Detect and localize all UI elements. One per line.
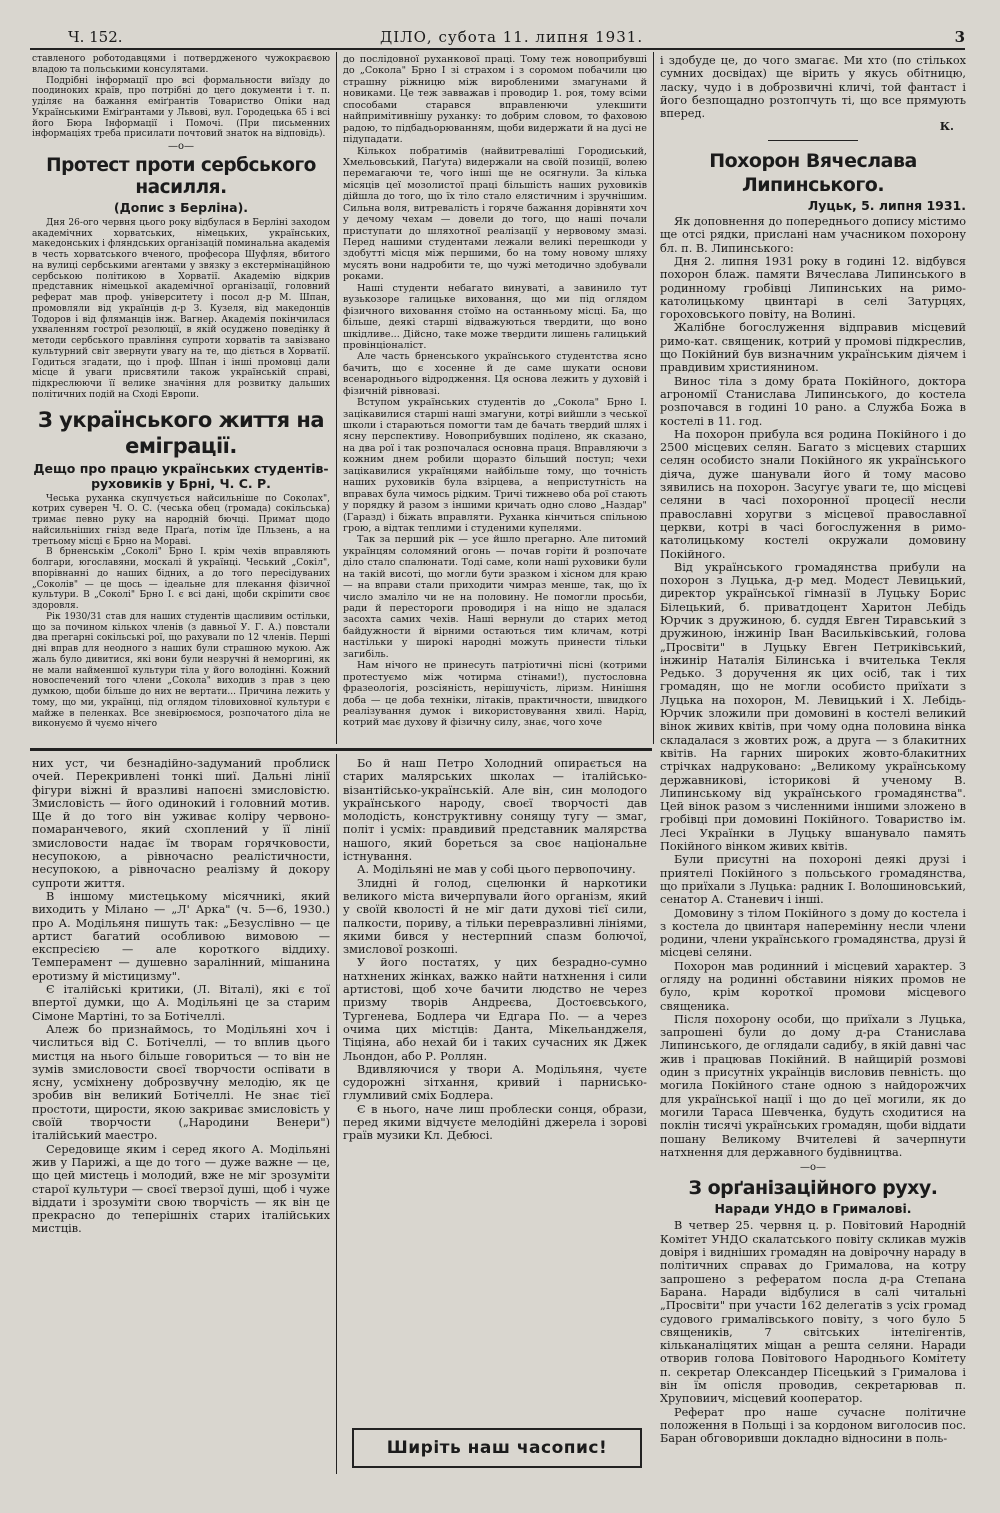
article-text: Так за перший рік — усе йшло прегарно. Але питомий українцям соломяний огонь — почав горіти й розпочате діло стало спалюнати. Тоді саме, коли наші руховики були на такій висоті, що могли бути зразком і хісном для краю — на вправи стали приходити чимраз менше, так, що їх число змаліло чи не на половину. Не помогли просьби, ради й перестороги проводиря і на ніщо не здалася засохта самих чехів. Наші вернули до старих метод байдужности й вірними остаються тим кличам, котрі настільки у широкі народні можуть принести тільки загибіль.: [343, 534, 647, 660]
masthead-date: ДІЛО, субота 11. липня 1931.: [380, 28, 644, 46]
headline-serbian-protest: Протест проти сербського насилля.: [46, 154, 316, 198]
page-header: [30, 28, 965, 50]
article-text: Середовище яким і серед якого А. Модільяні жив у Парижі, а ще до того — дуже важне — це, що цей мистець і молодий, вже не міг зрозуміти старої культури — своєї тверзої душі, щоб і чуже віддати і зрозуміти свою творчість — як він це прекрасно до теперішніх старих італійських мистців.: [32, 1142, 330, 1236]
article-text: Дня 2. липня 1931 року в годині 12. відбувся похорон блаж. памяти Вячеслава Липинського в родинному гробівці Липинських на римо-католицькому цвинтарі в селі Затурцях, гороховського повіту, на Волині.: [660, 254, 966, 322]
article-text: Домовину з тілом Покійного з дому до костела і з костела до цвинтаря наперемінну несли члени родини, члени українського громадянства, друзі й місцеві селяни.: [660, 906, 966, 960]
article-text: Алеж бо признаймось, то Модільяні хоч і числиться від С. Ботічеллі, — то вплив цього мистця на нього більше говориться — то він не зумів змисловости своєї творчости оспівати в ясну, усміхнену доброзвучну мелодію, як це зробив він великий Ботічеллі. Не знає тієї простоти, щирости, якою закриває змисловість у своїй творчости („Народини Венери") італійський маестро.: [32, 1022, 330, 1143]
headline-organizational-movement: З орґанізаційного руху.: [688, 1177, 938, 1200]
article-text: Є італійські критики, (Л. Віталі), які є тої впертої думки, що А. Модільяні це за старим Сімоне Мартіні, то за Ботічеллі.: [32, 983, 330, 1023]
article-text: і здобуде це, до чого змагає. Ми хто (по стількох сумних досвідах) ще вірить у якусь обітницю, ласку, чудо і в доброзвичні кличі, той фантаст і його безпощадно розтопчуть ті, що все прямують вперед.: [660, 54, 966, 121]
column-2: [343, 54, 647, 729]
issue-number: Ч. 152.: [68, 28, 123, 46]
article-text: них уст, чи безнадійно-задуманий проблиск очей. Перекривлені тонкі шиї. Дальні лінії фігури віжні й вразливі напоєні змисловістю. Змисловість — його одинокий і головний мотив. Ще й до того він уживає коліру червоно-помаранчевого, який схоплений у її лінії змисловости надає їм творам горячковости, несупокою, а рівночасно реалістичности, несупокою, а рівночасно реалізму й докору супроти життя.: [32, 757, 330, 890]
article-text: Кількох побратимів (найвитреваліші Городиський, Хмельовський, Паґута) видержали на своїй позиції, волею перемагаючи те, чого інші ще не осягнули. За кілька місяців цеї мозолистої праці більшість наших руховиків дійшла до того, що їх тіло стало елястичним і зручнішим. Сильна воля, витревалість і горяче бажання дорівняти хоч у дечому чехам — довели до того, що наші почали приступати до шляхотної реалізації у нервовому змазі. Перед нашими студентами лежали великі перешкоди у здобутті місця між першими, бо на тому новому шляху мусять вони надробити те, що чужі методично здобували роками.: [343, 145, 647, 283]
article-text: Жалібне богослуження відправив місцевий римо-кат. священик, котрий у промові підкреслив, що Покійний був визначним українським діячем і правдивим християнином.: [660, 321, 966, 375]
headline-emigration-life: З українського життя на еміграції.: [37, 407, 325, 458]
article-text: Вдивляючися у твори А. Модільяня, чуєте судорожні зітхання, кривий і парнисько-глумливий сміх Бодлера.: [343, 1062, 647, 1103]
article-text: На похорон прибула вся родина Покійного і до 2500 місцевих селян. Багато з місцевих старших селян особисто знали Покійного як українського діяча, дуже шанували його й тому масово зявились на похорон. Засугує уваги те, що місцеві селяни в часі похоронної процесії несли православні хоругви з місцевої православної церкви, котрі в часі богослуження в римо-католицькому костелі окружали домовину Покійного.: [660, 427, 966, 561]
article-text: Дня 26-ого червня цього року відбулася в Берліні заходом академічних хорватських, німецьких, українських, македонських і фляндських організацій поминальна академія в честь хорватського вченого, професора Шуфляя, вбитого на вулиці сербськими агентами у звязку з екстермінаційною сербською політикою в Хорватії. Академію відкрив представник німецької академічної організації, головний реферат мав проф. університету і посол д-р М. Шпан, промовляли від українців д-р З. Кузеля, від македонців Тодоров і від фляманців інж. Вагнер. Академія покінчилася ухваленням гострої резолюції, в якій осуджено поведінку й методи сербського правління супроти хорватів та завізвано культурний світ звернути увагу на те, що діється в Хорватії. Годиться згадати, що і проф. Шпан і інші промовці дали місце й уваги присвятили також українській справі, підкреслюючи її велике значіння для розвитку дальших політичних подій на Сході Европи.: [32, 217, 330, 400]
article-text: Після похорону особи, що приїхали з Луцька, запрошені були до дому д-ра Станислава Липинського, де оглядали садибу, в якій давні час жив і працював Покійний. В найщирій розмові один з присутніх українців висловив певність. що могила Покійного стане одною з найдорожчих для української нації і що до цеї могили, як до могили Тараса Шевченка, будуть сходитися на поклін тисячі українських громадян, щоби віддати пошану Великому Вчителеві й зачерпнути натхнення для державного будівництва.: [660, 1012, 966, 1159]
article-text: Від українського громадянства прибули на похорон з Луцька, д-р мед. Модест Левицький, директор української гімназії в Луцьку Борис Білецький, б. приватдоцент Харитон Лебідь Юрчик з дружиною, б. суддя Евген Тиравський з дружиною, інжинір Іван Васильківський, голова „Просвіти" в Луцьку Евген Петриківський, інжинір Наталія Білинська і вчителька Текля Редько. З доручення як цих осіб, так і тих громадян, що не могли особисто приїхати з Луцька на похорон, М. Левицький і Х. Лебідь-Юрчик зложили при домовині в костелі великий вінок живих квітів, при чому одна половина вінка складалася з жовтих рож, а друга — з блакитних квітів. На гарних широких жовто-блакитних стрічках надруковано: „Великому українському державникові, історикові й ученому В. Липинському від українського громадянства". Цей вінок разом з численними іншими зложено в гробівці при домовині Покійного. Товариство ім. Лесі Українки в Луцьку вшанувало память Покійного вінком живих квітів.: [660, 560, 966, 854]
article-text: Похорон мав родинний і місцевий характер. З огляду на родинні обставини ніяких промов не було, крім короткої промови місцевого священика.: [660, 959, 966, 1013]
article-text: Але часть брненського українського студентства ясно бачить, що є хосенне й де саме шукати основи всенароднього відродження. Ця основа лежить у духовій і фізичній рівновазі.: [343, 351, 647, 397]
column-1: [32, 54, 330, 730]
separator: —о—: [167, 141, 195, 152]
article-text: Подрібні інформації про всі формальности виїзду до поодиноких країв, про потрібні до цего документи і т. п. уділяє на бажання еміґрантів Товариство Опіки над Українськими Еміґрантами у Львові, вул. Городецька 65 і всі його Бюра Інформації і Помочі. (При письменних інформаціях треба присилати почтовий знаток на відповідь).: [32, 75, 330, 140]
author-signature: К.: [939, 119, 954, 134]
article-text: Бо й наш Петро Холодний опирається на старих малярських школах — італійсько-візантійсько-українській. Але він, син молодого українського народу, своєї творчості дав молодість, конструктивну сонящу тугу — змаг, політ і усміх: правдивий представник малярства нашого, який бореться за своє національне істнування.: [343, 757, 647, 864]
article-text: В четвер 25. червня ц. р. Повітовий Народній Комітет УНДО скалатського повіту скликав мужів довіря і видніших громадян на довірочну нараду в політичних справах до Грималова, на котру запрошено з рефератом посла д-ра Степана Барана. Наради відбулися в салі читальні „Просвіти" при участи 162 делегатів з усіх громад судового грималівського повіту, з чого було 5 священиків, 7 світських інтелігентів, кільканаліцятих міщан а решта селяни. Наради отворив голова Повітового Народнього Комітету п. секретар Олександер Пісецький з Грималова і він їм опісля проводив, секретарював п. Хруповиич, місцевий кооператор.: [660, 1219, 966, 1406]
subscribe-banner: [352, 1428, 642, 1468]
article-text: Рік 1930/31 став для наших студентів щасливим остільки, що за почином кількох членів (з давньої У. Г. А.) повстали два прегарні сокільські рої, що рахували по 12 членів. Перші дні вправ для неодного з наших були страшною мукою. Аж жаль було дивитися, які вони були незручні й неморгині, як не мали найменшої культури тіла у його володінні. Кожний новоспечений того члени „Сокола" виходив з прав з цею думкою, щоби більше до них не вертати... Причина лежить у тому, що ми, українці, під оглядом тіловиховної культури є майже в пеленках. Все зневірюємося, розпочатого діла не виконуємо й чуємо нічего: [32, 611, 330, 730]
column-rule: [653, 52, 654, 744]
article-text: У його постатях, у цих безрадно-сумно натхнених жінках, важко найти натхнення і сили артистові, щоб хоче бачити людство не через призму творів Андреєва, Достоєвського, Тургенева, Бодлера чи Едгара По. — а через очима цих містців: Данта, Мікельанджеля, Тіціяна, або нехай би і таких сучасних як Джек Льондон, або Р. Роллян.: [343, 956, 647, 1063]
section-rule: [30, 748, 652, 751]
page-number: 3: [954, 28, 965, 46]
subheadline: (Допис з Берліна).: [113, 199, 249, 215]
article-text: Злидні й голод, сцелюнки й наркотики великого міста вичерпували його організм, який у своїй кволості й не міг дати духові тієї сили, палкости, пориву, а тільки перевразливні лініями, якими бився у нестерпний спазм болючої, змислової розкоші.: [343, 876, 647, 957]
short-rule: [768, 140, 858, 141]
article-text: Як доповнення до попереднього допису містимо ще отсі рядки, прислані нам учасником похорону бл. п. В. Липинського:: [660, 215, 966, 255]
article-text: до послідовної руханкової праці. Тому теж новоприбувші до „Сокола" Брно І зі страхом і з соромом побачили цю страшну ріжницю між виробленими змагунами й новиками. Це теж завважав і проводир 1. роя, тому всіми способами старався вправленючи улекшити найпримітивнішу руханку: то добрим словом, то фаховою радою, то підбадьорюванням, щоби видержати й на дусі не підупадати.: [343, 54, 647, 146]
column-rule: [336, 52, 337, 744]
headline-lypynsky-funeral: Похорон Вячеслава Липинського.: [709, 149, 917, 196]
article-text: Наші студенти небагато винуваті, а завинило тут вузькозоре галицьке виховання, що ми під оглядом фізичного виховання стоїмо на останньому місці. Ба, що більше, деякі старші відважуються твердити, що воно шкідливе... Дійсно, таке може твердити лишень галицький провінціоналіст.: [343, 282, 647, 351]
column-3: [660, 54, 966, 1446]
article-text: Були присутні на похороні деякі друзі і приятелі Покійного з польського громадянства, що приїхали з Луцька: радник І. Волошиновський, сенатор А. Станевич і інші.: [660, 853, 966, 907]
article-text: А. Модільяні не мав у собі цього первопочину.: [357, 863, 636, 877]
article-text: Реферат про наше сучасне політичне положення в Польщі і за кордоном виголосив пос. Баран обговоривши докладно відносини в поль-: [660, 1405, 966, 1446]
subheadline: Дещо про працю українських студентів-руховиків у Брні, Ч. С. Р.: [33, 460, 329, 491]
article-text: ставленого роботодавцями і потвердженого чужокраєвою владою та польськими консулятами.: [32, 54, 330, 75]
article-text: Винос тіла з дому брата Покійного, доктора агрономії Станислава Липинського, до костела розпочався в годині 10 рано. а Служба Божа в костелі в 11. год.: [660, 374, 966, 428]
column-4-left: [32, 757, 330, 1236]
header-rule: [30, 48, 965, 50]
subheadline: Наради УНДО в Грималові.: [714, 1201, 912, 1217]
article-text: Вступом українських студентів до „Сокола" Брно І. зацікавилися старші наші змагуни, котрі вийшли з чеської школи і стараються помогти там де бачать твердий шлях і ясну перспективу. Новоприбувших поділено, як сказано, на два рої і так розпочалася основна праця. Вправляючи з кожним днем робили щоразто більший поступ; чехи зацікавилися українцями найбільше тому, що точність наших руховиків була взірцева, а непристутність на вправах була чимось рідким. Тричі тижнево оба рої стають у порядку й разом з іншими кричать одно слово „Наздар" (Гаразд) і біжать вправляти. Руханка кінчиться спільною грою, а відтак теплими і студеними купелями.: [343, 397, 647, 534]
article-text: Чеська руханка скупчується найсильніше по Соколах", котрих суверен Ч. О. С. (чеська обец (громада) сокільська) тримає певно руку на народній бючці. Примат щодо найсильніших гнізд веде Праґа, потім їде Пльзень, а на третьому місці є Брно на Мораві.: [32, 493, 330, 547]
article-text: В іншому мистецькому місячникі, який виходить у Мілано — „Л' Арка" (ч. 5—6, 1930.) про А. Модільяня пишуть так: „Безуслівно — це артист багатий особливою вимовою — експресією — але короткого віддиху. Темперамент — душевно заралінний, мішанина еротизму й містицизму".: [32, 889, 330, 983]
article-text: Нам нічого не принесуть патріотичні пісні (котрими протестуємо між чотирма стінами!), пустословна фразеологія, розсіяність, нерішучість, ліризм. Нинішня доба — це доба техніки, літаків, практичности, швидкого реалізування думок і використовування хвилі. Нарід, котрий має духову й фізичну силу, знає, чого хоче: [343, 660, 647, 729]
column-4-middle: [343, 757, 647, 1143]
dateline: Луцьк, 5. липня 1931.: [807, 197, 966, 213]
banner-text: Ширіть наш часопис!: [386, 1438, 608, 1458]
separator: —о—: [799, 1162, 827, 1174]
column-rule: [336, 754, 337, 1474]
article-text: Є в нього, наче лиш проблески сонця, образи, перед якими відчуєте мелодійні джерела і зорові граїв музики Кл. Дебюсі.: [343, 1102, 647, 1143]
article-text: В брненськім „Соколі" Брно І. крім чехів вправляють болгари, югославяни, москалі й українці. Чеський „Сокіл", впорівнанні до наших бідних, а до того пересідуваних „Соколів" — це щось — ідеальне для плекання фізичної культури. В „Соколі" Брно І. є всі дані, щоби скріпити своє здоровля.: [32, 547, 330, 611]
